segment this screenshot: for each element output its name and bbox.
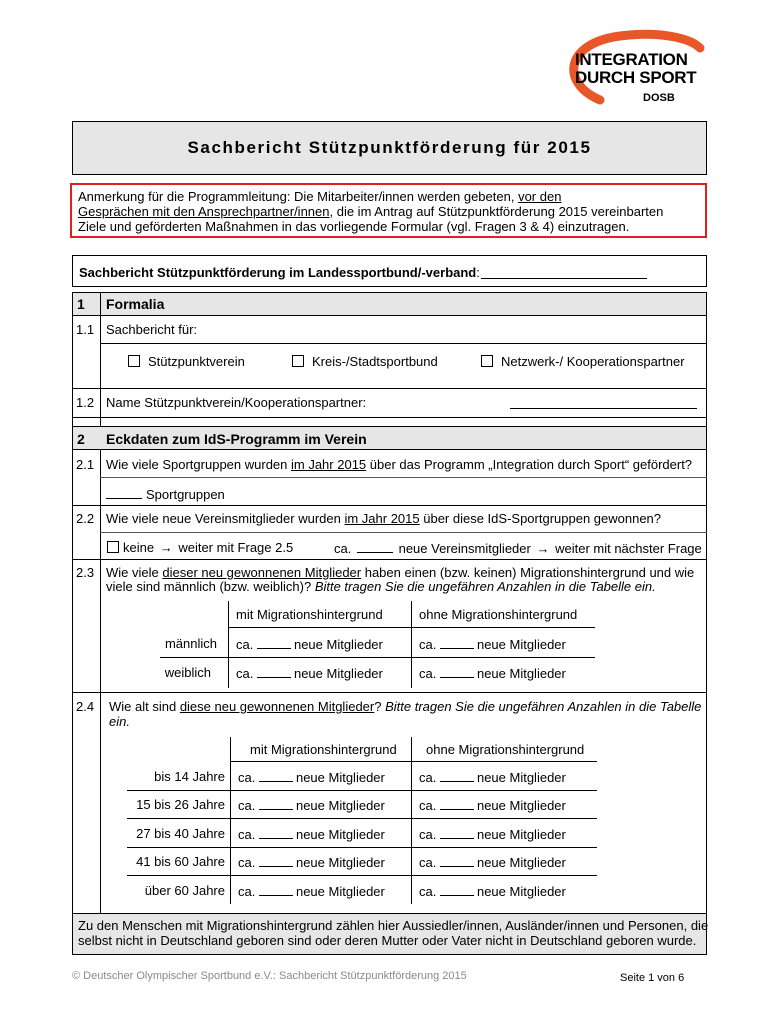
section2-title: Eckdaten zum IdS-Programm im Verein [106, 431, 367, 447]
count-input[interactable] [259, 854, 293, 867]
neue-label: neue Mitglieder [293, 666, 383, 681]
q24-cell [238, 883, 385, 899]
q21-ans-label: Sportgruppen [146, 487, 225, 502]
option3-label: Netzwerk-/ Kooperationspartner [501, 354, 685, 369]
q24-cell [419, 797, 566, 813]
ca-label: ca. [236, 666, 254, 681]
q23-it: Bitte tragen Sie die ungefähren Anzahlen in die Tabelle ein. [314, 579, 656, 594]
logo-line2: DURCH SPORT [575, 68, 697, 87]
section1-num: 1 [77, 296, 85, 312]
checkbox-icon[interactable] [107, 541, 119, 553]
arrow-right-icon: → [536, 541, 550, 556]
q24-row-label: 27 bis 40 Jahre [136, 826, 225, 841]
q22-b: über diese IdS-Sportgruppen gewonnen? [419, 511, 662, 526]
checkbox-icon[interactable] [481, 355, 493, 367]
q24-col-ohne: ohne Migrationshintergrund [426, 742, 585, 757]
q12-input[interactable] [510, 396, 697, 409]
q21-input[interactable] [106, 486, 142, 499]
ca-label: ca. [419, 770, 437, 785]
ca-label: ca. [419, 827, 437, 842]
q21-num: 2.1 [76, 457, 95, 472]
checkbox-icon[interactable] [128, 355, 140, 367]
count-input[interactable] [259, 797, 293, 810]
neue-label: neue Mitglieder [295, 798, 385, 813]
q24-cell [419, 883, 566, 899]
landesbund-colon: : [476, 265, 480, 280]
q21-b: über das Programm „Integration durch Sport“ gefördert? [366, 457, 693, 472]
count-input[interactable] [440, 769, 474, 782]
note-box [70, 183, 707, 238]
q23-text-1 [106, 565, 694, 580]
note-text-2u: Gesprächen mit den Ansprechpartner/innen [78, 204, 330, 219]
q24-u: diese neu gewonnenen Mitglieder [179, 699, 375, 714]
footer-page: Seite 1 von 6 [620, 972, 685, 984]
neue-label: neue Mitglieder [476, 827, 566, 842]
landesbund-label-text: Sachbericht Stützpunktförderung im Landessportbund/-verband [79, 265, 477, 280]
q23-b: haben einen (bzw. keinen) Migrationshintergrund und wie [361, 565, 695, 580]
q23-cell [419, 636, 566, 652]
q22-ca-label: ca. [334, 541, 352, 556]
section1-header [73, 293, 706, 315]
q24-cell [238, 769, 385, 785]
note-line3: Ziele und geförderten Maßnahmen in das vorliegende Formular (vgl. Fragen 3 & 4) einzutragen. [78, 219, 630, 234]
note-text-2: , die im Antrag auf Stützpunktförderung 2015 vereinbarten [329, 204, 664, 219]
neue-label: neue Mitglieder [295, 827, 385, 842]
q23-cell [419, 665, 566, 681]
q11-text: Sachbericht für: [106, 322, 198, 337]
q24-text-2: ein. [109, 714, 130, 729]
q22-u: im Jahr 2015 [344, 511, 420, 526]
landesbund-input[interactable] [481, 266, 647, 279]
q23-row-weiblich: weiblich [164, 665, 211, 680]
q22-ca [334, 540, 702, 556]
page-title: Sachbericht Stützpunktförderung für 2015 [187, 138, 592, 157]
ca-label: ca. [419, 666, 437, 681]
q23-cell [236, 665, 383, 681]
count-input[interactable] [440, 883, 474, 896]
neue-label: neue Mitglieder [295, 770, 385, 785]
count-input[interactable] [440, 826, 474, 839]
landesbund-label [79, 265, 480, 280]
logo-line1: INTEGRATION [575, 50, 688, 69]
q22-weiter-label: weiter mit Frage 2.5 [178, 540, 294, 555]
q22-weiter2-label: weiter mit nächster Frage [555, 541, 702, 556]
q24-cell [419, 826, 566, 842]
q11-num: 1.1 [76, 322, 95, 337]
option-netzwerk[interactable] [481, 354, 685, 369]
q23-num: 2.3 [76, 565, 95, 580]
ca-label: ca. [238, 855, 256, 870]
q23-c: viele sind männlich (bzw. weiblich)? [106, 579, 315, 594]
ca-label: ca. [419, 798, 437, 813]
neue-label: neue Mitglieder [293, 637, 383, 652]
q23-u: dieser neu gewonnenen Mitglieder [162, 565, 362, 580]
checkbox-icon[interactable] [292, 355, 304, 367]
neue-label: neue Mitglieder [476, 798, 566, 813]
q24-it1: Bitte tragen Sie die ungefähren Anzahlen in die Tabelle [385, 699, 702, 714]
q23-col-ohne: ohne Migrationshintergrund [419, 607, 578, 622]
q21-u: im Jahr 2015 [291, 457, 367, 472]
q22-keine[interactable] [107, 540, 293, 555]
q24-col-mit: mit Migrationshintergrund [250, 742, 397, 757]
arrow-right-icon: → [159, 540, 173, 555]
count-input[interactable] [440, 665, 474, 678]
ca-label: ca. [419, 855, 437, 870]
neue-label: neue Mitglieder [476, 884, 566, 899]
count-input[interactable] [440, 797, 474, 810]
q24-row-label: 41 bis 60 Jahre [136, 854, 225, 869]
ca-label: ca. [419, 637, 437, 652]
count-input[interactable] [257, 636, 291, 649]
count-input[interactable] [259, 826, 293, 839]
q23-row-maennlich: männlich [164, 636, 217, 651]
note-line2 [78, 204, 663, 219]
ca-label: ca. [238, 884, 256, 899]
neue-label: neue Mitglieder [476, 637, 566, 652]
q21-a: Wie viele Sportgruppen wurden [106, 457, 291, 472]
q22-text [106, 511, 661, 526]
q24-b: ? [374, 699, 386, 714]
footer-copyright: © Deutscher Olympischer Sportbund e.V.: Sachbericht Stützpunktförderung 2015 [72, 970, 467, 982]
count-input[interactable] [259, 883, 293, 896]
logo [560, 28, 710, 110]
q22-keine-label: keine [123, 540, 155, 555]
ca-label: ca. [238, 798, 256, 813]
q23-text-2 [106, 579, 656, 594]
q24-cell [238, 826, 385, 842]
note-text-1: Anmerkung für die Programmleitung: Die Mitarbeiter/innen werden gebeten, [78, 189, 519, 204]
q24-num: 2.4 [76, 699, 95, 714]
q24-cell [238, 797, 385, 813]
q21-text [106, 457, 692, 472]
q24-row-label: 15 bis 26 Jahre [136, 797, 225, 812]
neue-label: neue Mitglieder [476, 666, 566, 681]
q22-input[interactable] [357, 540, 393, 553]
neue-label: neue Mitglieder [476, 855, 566, 870]
footnote-line2: selbst nicht in Deutschland geboren sind oder deren Mutter oder Vater nicht in Deutschland geboren wurde. [78, 933, 697, 948]
q24-cell [238, 854, 385, 870]
q23-a: Wie viele [106, 565, 163, 580]
q24-cell [419, 769, 566, 785]
option-stuetzpunktverein[interactable] [128, 354, 245, 369]
q24-cell [419, 854, 566, 870]
q23-col-mit: mit Migrationshintergrund [236, 607, 383, 622]
q22-neue-label: neue Vereinsmitglieder [398, 541, 531, 556]
logo-brand: DOSB [643, 92, 675, 104]
neue-label: neue Mitglieder [295, 855, 385, 870]
q23-cell [236, 636, 383, 652]
neue-label: neue Mitglieder [476, 770, 566, 785]
q22-num: 2.2 [76, 511, 95, 526]
q22-a: Wie viele neue Vereinsmitglieder wurden [106, 511, 345, 526]
q12-num: 1.2 [76, 395, 95, 410]
option1-label: Stützpunktverein [148, 354, 245, 369]
ca-label: ca. [419, 884, 437, 899]
q21-answer [106, 486, 225, 502]
option-kreissportbund[interactable] [292, 354, 438, 369]
section2-num: 2 [77, 431, 85, 447]
q24-row-label: bis 14 Jahre [154, 769, 225, 784]
landesbund-box [72, 255, 707, 287]
count-input[interactable] [257, 665, 291, 678]
note-text-1u: vor den [518, 189, 562, 204]
count-input[interactable] [440, 636, 474, 649]
title-box [72, 121, 707, 175]
q24-row-label: über 60 Jahre [144, 883, 225, 898]
footnote-line1: Zu den Menschen mit Migrationshintergrund zählen hier Aussiedler/innen, Ausländer/innen und Personen, die [78, 918, 709, 933]
q24-a: Wie alt sind [109, 699, 180, 714]
ca-label: ca. [238, 770, 256, 785]
count-input[interactable] [440, 854, 474, 867]
neue-label: neue Mitglieder [295, 884, 385, 899]
ca-label: ca. [236, 637, 254, 652]
q24-text-1 [109, 699, 701, 714]
q12-text: Name Stützpunktverein/Kooperationspartner: [106, 395, 367, 410]
note-line1 [78, 189, 561, 204]
option2-label: Kreis-/Stadtsportbund [312, 354, 438, 369]
count-input[interactable] [259, 769, 293, 782]
section1-title: Formalia [106, 296, 165, 312]
ca-label: ca. [238, 827, 256, 842]
